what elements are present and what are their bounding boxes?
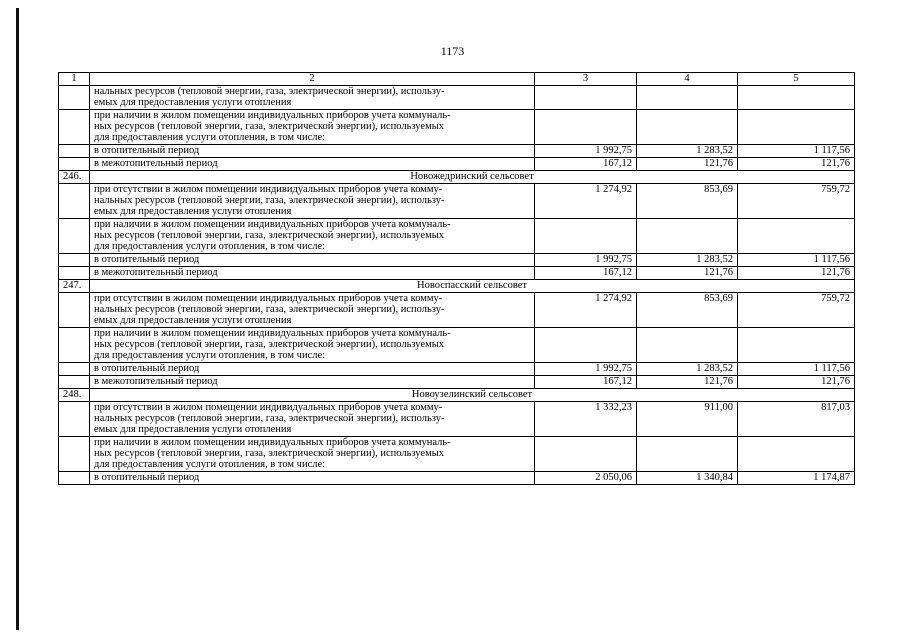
value-col-5: 1 174,87: [738, 472, 855, 485]
value-col-3: [535, 219, 637, 254]
section-number: 247.: [59, 280, 90, 293]
table-row: [59, 376, 855, 389]
value-col-5: 121,76: [738, 376, 855, 389]
value-col-4: 121,76: [637, 376, 738, 389]
value-col-5: [738, 86, 855, 110]
table-row: [59, 110, 855, 145]
value-col-5: 817,03: [738, 402, 855, 437]
row-index: [59, 110, 90, 145]
value-col-4: 1 283,52: [637, 363, 738, 376]
value-col-4: [637, 219, 738, 254]
value-col-3: [535, 110, 637, 145]
value-col-5: 1 117,56: [738, 363, 855, 376]
value-col-4: [637, 110, 738, 145]
row-description: при отсутствии в жилом помещении индивидуальных приборов учета комму- нальных ресурсов (тепловой энергии, газа, электрической энергии), использу- емых для предоставления услуги отопления: [90, 293, 535, 328]
value-col-4: 1 340,84: [637, 472, 738, 485]
value-col-5: [738, 437, 855, 472]
row-index: [59, 328, 90, 363]
value-col-5: 1 117,56: [738, 254, 855, 267]
row-index: [59, 145, 90, 158]
table-row: [59, 328, 855, 363]
value-col-3: 2 050,06: [535, 472, 637, 485]
value-col-5: 1 117,56: [738, 145, 855, 158]
row-description: при наличии в жилом помещении индивидуальных приборов учета коммуналь- ных ресурсов (тепловой энергии, газа, электрической энергии), используемых для предоставления услуги отопления, в том числе:: [90, 110, 535, 145]
row-description: при наличии в жилом помещении индивидуальных приборов учета коммуналь- ных ресурсов (тепловой энергии, газа, электрической энергии), используемых для предоставления услуги отопления, в том числе:: [90, 219, 535, 254]
row-description: в отопительный период: [90, 472, 535, 485]
table-row: [59, 158, 855, 171]
table-row: [59, 254, 855, 267]
value-col-5: 759,72: [738, 184, 855, 219]
row-index: [59, 158, 90, 171]
table-row: [59, 472, 855, 485]
value-col-4: 853,69: [637, 293, 738, 328]
column-header: 3: [535, 73, 637, 86]
section-number: 246.: [59, 171, 90, 184]
row-description: при отсутствии в жилом помещении индивидуальных приборов учета комму- нальных ресурсов (тепловой энергии, газа, электрической энергии), использу- емых для предоставления услуги отопления: [90, 402, 535, 437]
section-row: [59, 280, 855, 293]
row-description: нальных ресурсов (тепловой энергии, газа, электрической энергии), использу- емых для предоставления услуги отопления: [90, 86, 535, 110]
row-description: при наличии в жилом помещении индивидуальных приборов учета коммуналь- ных ресурсов (тепловой энергии, газа, электрической энергии), используемых для предоставления услуги отопления, в том числе:: [90, 437, 535, 472]
row-index: [59, 184, 90, 219]
value-col-3: 1 992,75: [535, 363, 637, 376]
table-row: [59, 184, 855, 219]
column-header: 2: [90, 73, 535, 86]
table-row: [59, 293, 855, 328]
table-row: [59, 145, 855, 158]
value-col-5: [738, 328, 855, 363]
value-col-3: 1 274,92: [535, 293, 637, 328]
value-col-5: 121,76: [738, 158, 855, 171]
row-description: в отопительный период: [90, 254, 535, 267]
column-header: 4: [637, 73, 738, 86]
value-col-3: [535, 86, 637, 110]
row-index: [59, 254, 90, 267]
table-row: [59, 363, 855, 376]
value-col-4: 121,76: [637, 267, 738, 280]
value-col-5: [738, 219, 855, 254]
row-description: в межотопительный период: [90, 158, 535, 171]
row-description: при наличии в жилом помещении индивидуальных приборов учета коммуналь- ных ресурсов (тепловой энергии, газа, электрической энергии), используемых для предоставления услуги отопления, в том числе:: [90, 328, 535, 363]
value-col-3: 1 992,75: [535, 254, 637, 267]
value-col-4: 1 283,52: [637, 145, 738, 158]
value-col-3: 167,12: [535, 376, 637, 389]
column-header-row: [59, 73, 855, 86]
value-col-5: 759,72: [738, 293, 855, 328]
row-index: [59, 402, 90, 437]
page-number: 1173: [440, 44, 465, 58]
value-col-4: 1 283,52: [637, 254, 738, 267]
row-index: [59, 363, 90, 376]
row-index: [59, 472, 90, 485]
value-col-3: [535, 437, 637, 472]
section-title: Новожедринский сельсовет: [90, 171, 855, 184]
table-row: [59, 86, 855, 110]
value-col-4: [637, 437, 738, 472]
value-col-5: [738, 110, 855, 145]
value-col-3: 1 274,92: [535, 184, 637, 219]
row-description: в отопительный период: [90, 145, 535, 158]
row-index: [59, 293, 90, 328]
row-description: в межотопительный период: [90, 267, 535, 280]
row-index: [59, 219, 90, 254]
row-description: при отсутствии в жилом помещении индивидуальных приборов учета комму- нальных ресурсов (тепловой энергии, газа, электрической энергии), использу- емых для предоставления услуги отопления: [90, 184, 535, 219]
column-header: 5: [738, 73, 855, 86]
table-row: [59, 219, 855, 254]
value-col-3: 167,12: [535, 267, 637, 280]
tariff-table: [58, 72, 855, 485]
value-col-4: 121,76: [637, 158, 738, 171]
row-index: [59, 267, 90, 280]
row-description: в межотопительный период: [90, 376, 535, 389]
value-col-3: 167,12: [535, 158, 637, 171]
row-index: [59, 437, 90, 472]
value-col-3: 1 332,23: [535, 402, 637, 437]
value-col-5: 121,76: [738, 267, 855, 280]
section-title: Новоспасский сельсовет: [90, 280, 855, 293]
value-col-4: 853,69: [637, 184, 738, 219]
row-description: в отопительный период: [90, 363, 535, 376]
table-row: [59, 402, 855, 437]
value-col-4: 911,00: [637, 402, 738, 437]
section-row: [59, 171, 855, 184]
margin-binding-line: [16, 8, 19, 630]
value-col-4: [637, 328, 738, 363]
table-row: [59, 437, 855, 472]
section-number: 248.: [59, 389, 90, 402]
section-title: Новоузелинский сельсовет: [90, 389, 855, 402]
row-index: [59, 86, 90, 110]
section-row: [59, 389, 855, 402]
value-col-4: [637, 86, 738, 110]
value-col-3: 1 992,75: [535, 145, 637, 158]
column-header: 1: [59, 73, 90, 86]
table-row: [59, 267, 855, 280]
value-col-3: [535, 328, 637, 363]
row-index: [59, 376, 90, 389]
